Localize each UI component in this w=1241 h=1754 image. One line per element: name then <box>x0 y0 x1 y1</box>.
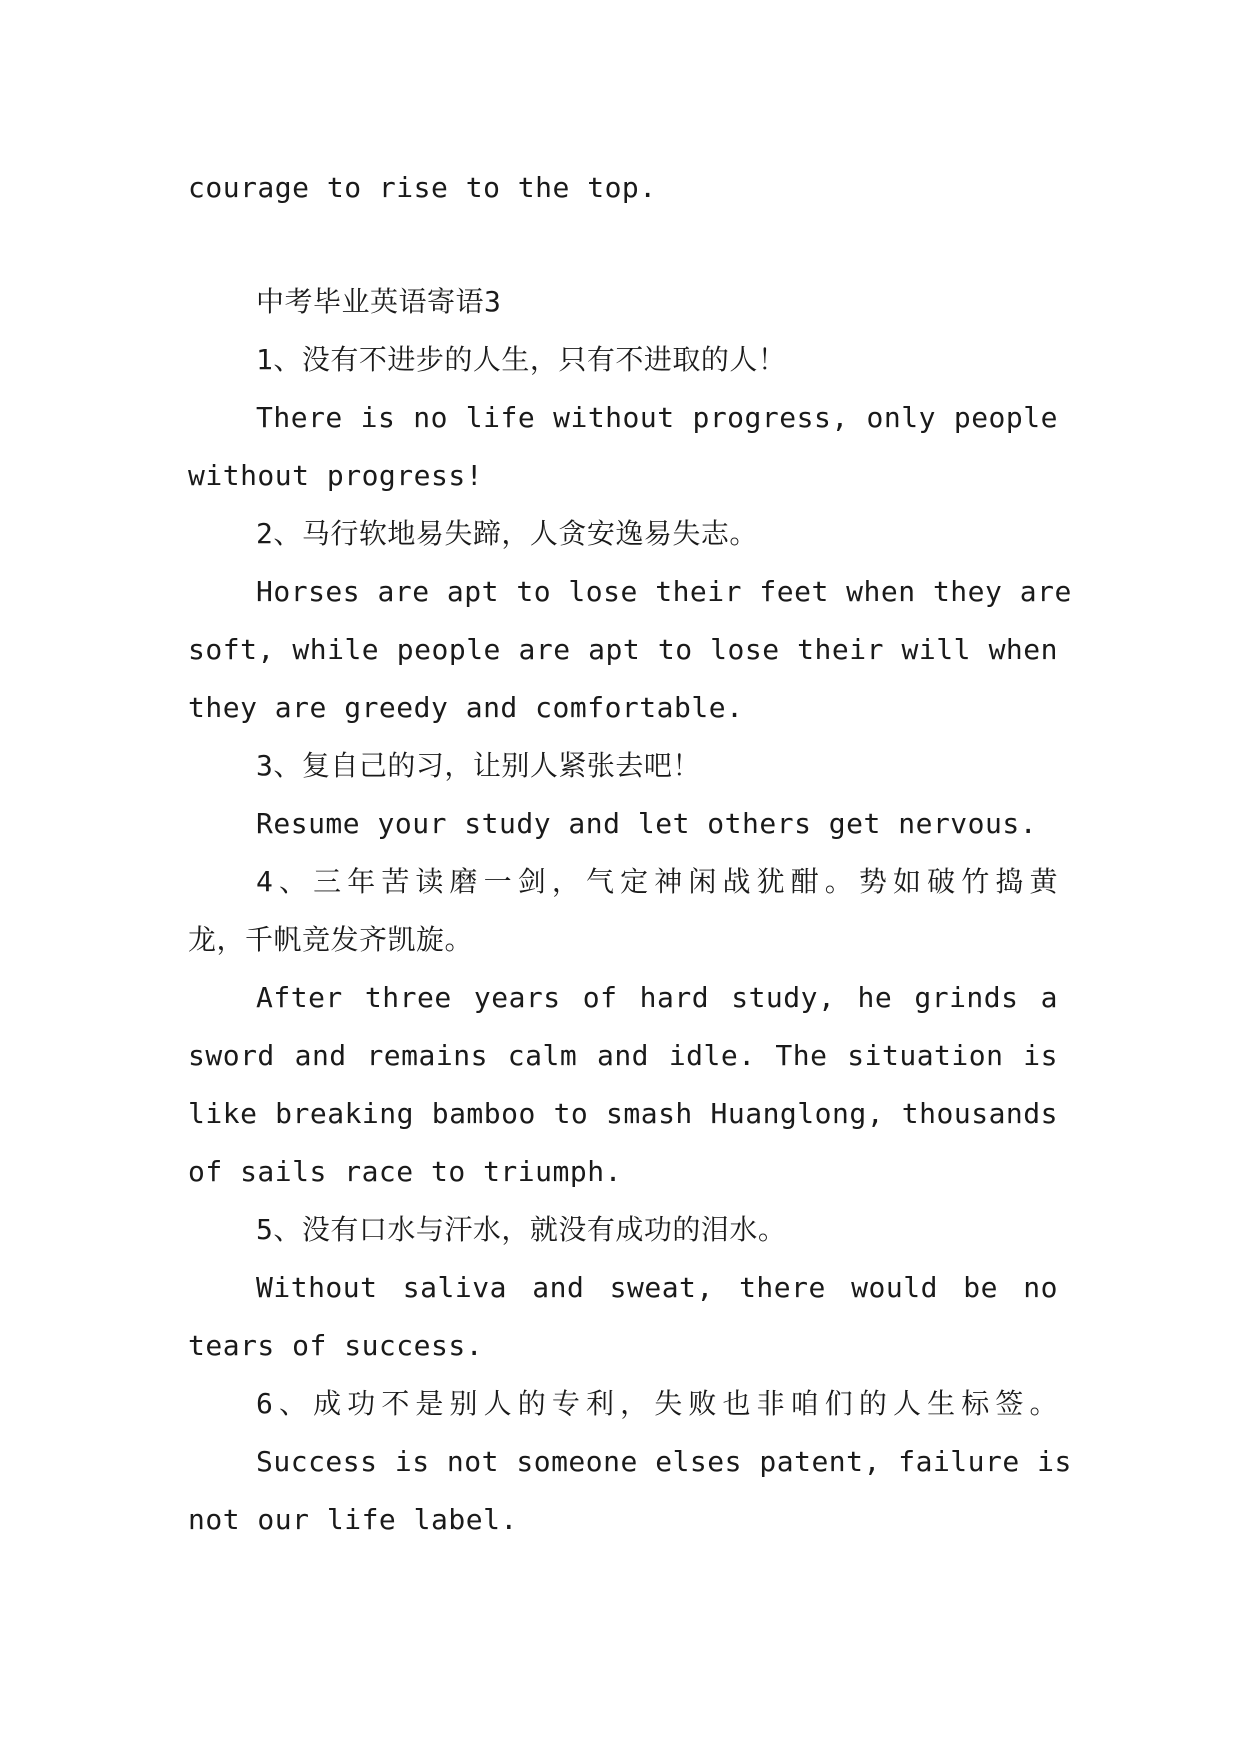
quote-english: like breaking bamboo to smash Huanglong, thousands <box>188 1097 1058 1130</box>
quote-english: of sails race to triumph. <box>188 1155 622 1188</box>
quote-english: After three years of hard study, he grinds a <box>256 981 1058 1014</box>
paragraph-line: courage to rise to the top. <box>188 171 657 204</box>
quote-english: without progress! <box>188 459 484 492</box>
quote-chinese: 3、复自己的习，让别人紧张去吧！ <box>256 749 701 782</box>
quote-chinese: 龙，千帆竞发齐凯旋。 <box>188 923 474 956</box>
quote-english: There is no life without progress, only people <box>256 401 1058 434</box>
quote-english: Success is not someone elses patent, failure is <box>256 1445 1072 1478</box>
quote-english: they are greedy and comfortable. <box>188 691 744 724</box>
quote-english: sword and remains calm and idle. The situation is <box>188 1039 1058 1072</box>
quote-english: Horses are apt to lose their feet when they are <box>256 575 1072 608</box>
quote-english: Resume your study and let others get nervous. <box>256 807 1038 840</box>
quote-chinese: 6、成功不是别人的专利，失败也非咱们的人生标签。 <box>256 1387 1058 1420</box>
quote-chinese: 2、马行软地易失蹄，人贪安逸易失志。 <box>256 517 758 550</box>
quote-english: tears of success. <box>188 1329 484 1362</box>
section-heading: 中考毕业英语寄语3 <box>256 285 502 318</box>
quote-english: soft, while people are apt to lose their will when <box>188 633 1058 666</box>
quote-chinese: 4、三年苦读磨一剑，气定神闲战犹酣。势如破竹捣黄 <box>256 865 1058 898</box>
quote-chinese: 1、没有不进步的人生，只有不进取的人！ <box>256 343 787 376</box>
quote-english: Without saliva and sweat, there would be no <box>256 1271 1058 1304</box>
quote-english: not our life label. <box>188 1503 518 1536</box>
quote-chinese: 5、没有口水与汗水，就没有成功的泪水。 <box>256 1213 787 1246</box>
